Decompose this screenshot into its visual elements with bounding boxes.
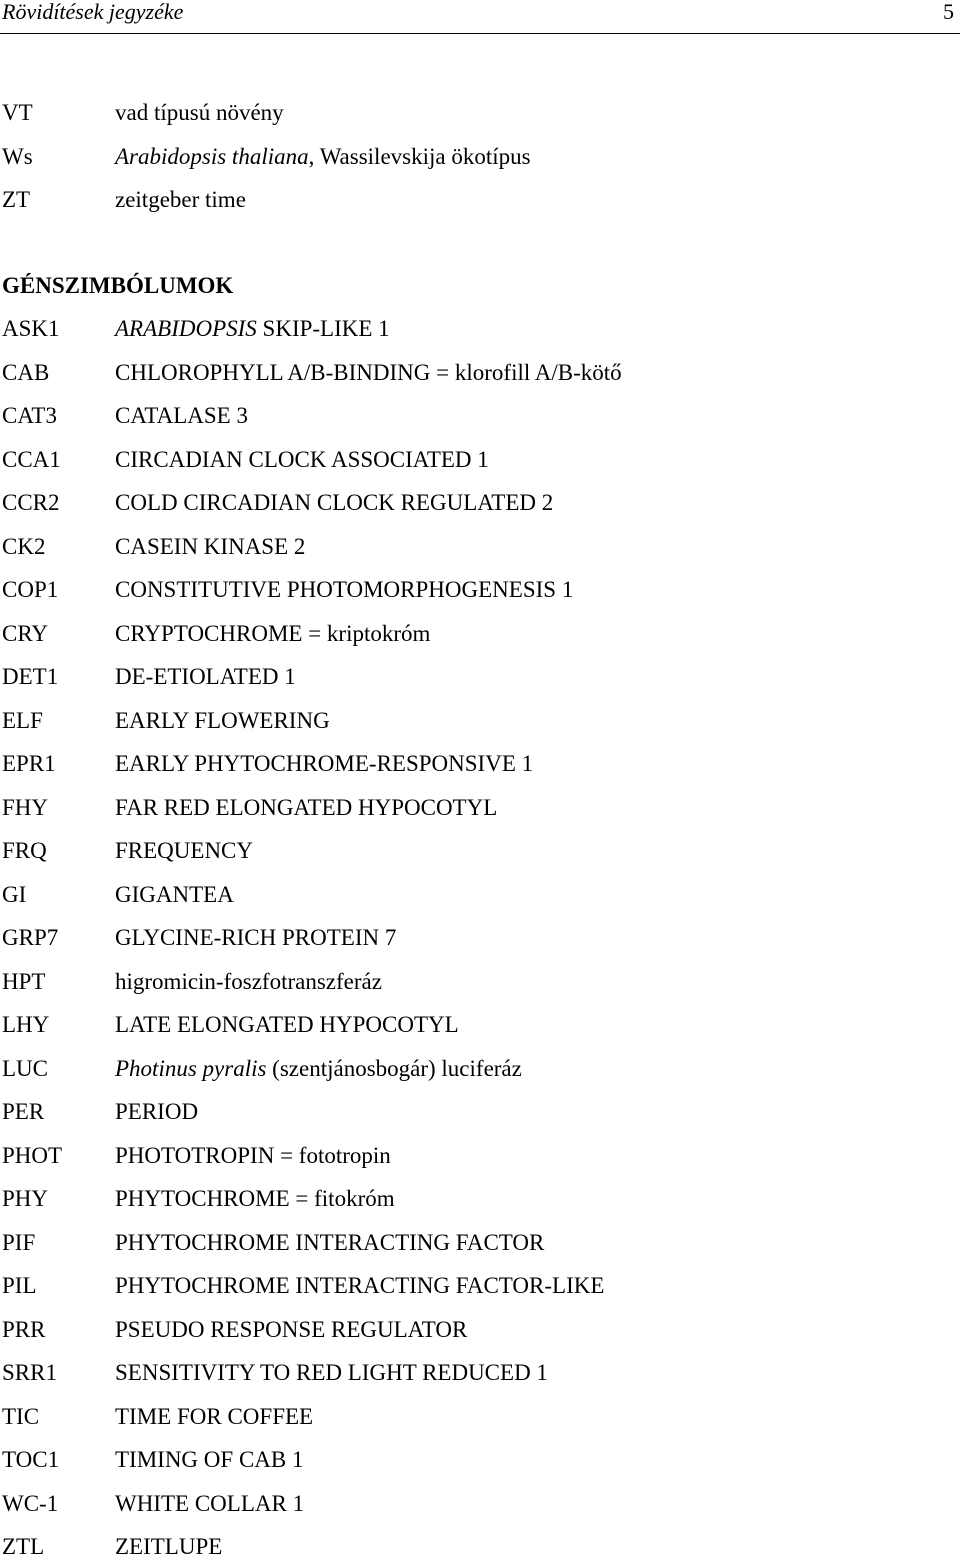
definition: ZEITLUPE: [115, 1534, 223, 1559]
abbreviation: LHY: [2, 1012, 50, 1037]
abbreviation: PIL: [2, 1273, 37, 1298]
abbreviation: SRR1: [2, 1360, 57, 1385]
abbreviation: CAT3: [2, 403, 57, 428]
abbreviation: VT: [2, 100, 33, 125]
definition: zeitgeber time: [115, 187, 246, 212]
abbreviation: Ws: [2, 143, 33, 169]
section-title: GÉNSZIMBÓLUMOK: [2, 273, 234, 298]
definition: higromicin-foszfotranszferáz: [115, 968, 382, 994]
abbreviation: PHOT: [2, 1142, 63, 1168]
abbreviation: HPT: [2, 968, 46, 994]
page-number: 5: [943, 0, 954, 24]
definition: TIMING OF CAB 1: [115, 1447, 304, 1472]
definition-italic: ARABIDOPSIS: [115, 316, 257, 341]
abbreviation: PRR: [2, 1316, 46, 1342]
definition: CONSTITUTIVE PHOTOMORPHOGENESIS 1: [115, 577, 574, 602]
abbreviation: CRY: [2, 620, 49, 646]
definition: CIRCADIAN CLOCK ASSOCIATED 1: [115, 446, 489, 472]
definition: GIGANTEA: [115, 881, 234, 907]
header-rule: [0, 33, 960, 34]
running-title: Rövidítések jegyzéke: [2, 0, 184, 24]
definition: EARLY PHYTOCHROME-RESPONSIVE 1: [115, 751, 534, 776]
definition: PHYTOCHROME = fitokróm: [115, 1186, 395, 1211]
abbreviation: GRP7: [2, 925, 59, 950]
abbreviation: FRQ: [2, 838, 47, 863]
definition: PSEUDO RESPONSE REGULATOR: [115, 1316, 468, 1342]
definition-italic: Photinus pyralis: [115, 1055, 267, 1081]
definition: CASEIN KINASE 2: [115, 533, 306, 559]
abbreviation: ZTL: [2, 1534, 45, 1559]
definition: FREQUENCY: [115, 838, 254, 863]
definition: EARLY FLOWERING: [115, 707, 330, 733]
definition: CRYPTOCHROME = kriptokróm: [115, 620, 431, 646]
definition: TIME FOR COFFEE: [115, 1403, 314, 1429]
definition: CHLOROPHYLL A/B-BINDING = klorofill A/B-kötő: [115, 359, 622, 385]
definition: PHOTOTROPIN = fototropin: [115, 1142, 391, 1168]
definition-italic: Arabidopsis thaliana: [115, 143, 309, 169]
abbreviation: TOC1: [2, 1447, 60, 1472]
abbreviation: PER: [2, 1099, 45, 1124]
abbreviation: ASK1: [2, 316, 60, 341]
abbreviation: FHY: [2, 794, 49, 820]
definition: GLYCINE-RICH PROTEIN 7: [115, 925, 397, 950]
definition: COLD CIRCADIAN CLOCK REGULATED 2: [115, 490, 554, 515]
abbreviation: ZT: [2, 187, 31, 212]
abbreviation: GI: [2, 881, 27, 907]
abbreviation: WC-1: [2, 1490, 59, 1516]
definition: [115, 1054, 522, 1084]
abbreviation: PIF: [2, 1229, 36, 1255]
definition: PERIOD: [115, 1099, 199, 1124]
definition: DE-ETIOLATED 1: [115, 664, 296, 689]
definition-rest: , Wassilevskija ökotípus: [308, 143, 531, 169]
abbreviation: CCR2: [2, 490, 60, 515]
definition: WHITE COLLAR 1: [115, 1490, 305, 1516]
abbreviation: LUC: [2, 1055, 48, 1081]
abbreviation: EPR1: [2, 751, 56, 776]
abbreviation: ELF: [2, 707, 43, 733]
definition: [115, 314, 390, 344]
definition: LATE ELONGATED HYPOCOTYL: [115, 1012, 459, 1037]
abbreviation: COP1: [2, 577, 59, 602]
definition: vad típusú növény: [115, 100, 284, 125]
abbreviation: TIC: [2, 1403, 40, 1429]
definition-rest: (szentjánosbogár) luciferáz: [266, 1055, 522, 1081]
definition: PHYTOCHROME INTERACTING FACTOR: [115, 1229, 545, 1255]
definition: SENSITIVITY TO RED LIGHT REDUCED 1: [115, 1360, 548, 1385]
definition: [115, 142, 531, 172]
definition: FAR RED ELONGATED HYPOCOTYL: [115, 794, 498, 820]
abbreviation: DET1: [2, 664, 59, 689]
definition-rest: SKIP-LIKE 1: [256, 316, 390, 341]
definition: PHYTOCHROME INTERACTING FACTOR-LIKE: [115, 1273, 605, 1298]
definition: CATALASE 3: [115, 403, 248, 428]
abbreviation: PHY: [2, 1186, 49, 1211]
page-header: [0, 0, 960, 30]
abbreviation: CK2: [2, 533, 46, 559]
abbreviation: CCA1: [2, 446, 61, 472]
abbreviation: CAB: [2, 359, 50, 385]
